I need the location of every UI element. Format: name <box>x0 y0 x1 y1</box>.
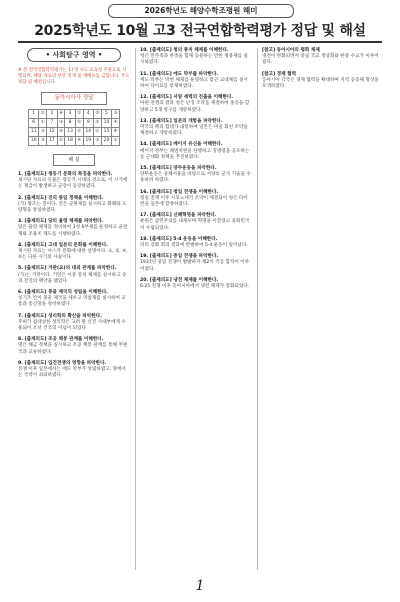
explanation-body: 냉전이 완화되면서 중일 국교 정상화와 한중 수교가 이루어졌다. <box>262 54 379 66</box>
explanation-body: (가)는 거란이다. 거란은 이중 통치 체제를 실시하고 송과 전연의 맹약을 맺었다. <box>18 272 127 284</box>
explanation-item <box>18 243 130 262</box>
explanation-heading: 4. [출제의도] 고대 일본의 문화를 이해한다. <box>18 242 108 248</box>
explanation-body: 1937년 중일 전쟁이 발발하자 제2차 국공 합작이 이루어졌다. <box>140 260 250 272</box>
explanation-heading: 9. [출제의도] 임진전쟁의 영향을 파악한다. <box>18 360 107 366</box>
page-number: 1 <box>195 578 205 594</box>
explanation-heading: [참고] 동아시아의 평화 체제 <box>262 48 320 53</box>
explanation-item <box>18 290 130 309</box>
answer-row <box>29 137 120 146</box>
answer-value: ④ <box>57 110 65 119</box>
explanation-item <box>18 219 130 238</box>
question-number: 9 <box>83 119 93 128</box>
explanation-item <box>18 172 130 191</box>
answer-value: ① <box>75 110 83 119</box>
answer-value: ③ <box>39 128 47 137</box>
answer-value: ② <box>75 128 83 137</box>
explanation-item <box>18 337 130 356</box>
explanation-body: 청은 만주족과 한족을 함께 등용하는 만한 병용제를 실시하였다. <box>140 54 248 66</box>
answer-table <box>28 109 120 146</box>
answer-value: ④ <box>112 119 120 128</box>
explanation-heading: 20. [출제의도] 냉전 체제를 이해한다. <box>140 277 219 283</box>
column-divider <box>135 48 136 570</box>
explanation-heading: 19. [출제의도] 중일 전쟁을 파악한다. <box>140 254 219 260</box>
explanation-item <box>140 48 252 67</box>
explanation-item <box>140 237 252 249</box>
answer-value: ③ <box>57 119 65 128</box>
explanation-heading: 3. [출제의도] 당의 율령 체제를 파악한다. <box>18 219 104 225</box>
question-number: 15 <box>101 128 111 137</box>
question-number: 7 <box>47 119 57 128</box>
answer-value: ⑤ <box>39 137 47 146</box>
explanation-heading: 2. [출제의도] 진의 통일 정책을 이해한다. <box>18 195 104 201</box>
explanation-body: 명은 해금 정책을 실시하고 조공 책봉 관계를 통해 주변국과 교류하였다. <box>18 343 128 355</box>
answer-row <box>29 110 120 119</box>
explanation-body: 미국의 페리 함대가 내항하여 일본은 미일 화친 조약을 체결하고 개항하였다. <box>140 125 248 137</box>
explanation-body: 양무운동은 중체서용을 바탕으로 서양의 군사 기술을 수용하려 하였다. <box>140 172 251 184</box>
subject-answer-heading: 동아시아사 정답 <box>41 92 107 105</box>
answer-value: ④ <box>112 128 120 137</box>
question-number: 18 <box>65 137 75 146</box>
explanation-body: 청일 전쟁 이후 시모노세키 조약이 체결되어 청은 타이완을 일본에 할양하였다. <box>140 195 248 208</box>
notice-text: ※ 본 전국연합학력평가는 17개 시도 교육청 주관으로 시행되며, 해당 자료의 무단 전재 및 재배포를 금합니다. 주요 정답 및 해설입니다. <box>18 68 130 85</box>
explanation-heading: 6. [출제의도] 몽골 제국의 성립을 이해한다. <box>18 290 108 296</box>
explanation-heading: 7. [출제의도] 성리학의 확산을 파악한다. <box>18 313 102 319</box>
explanation-item <box>18 314 130 333</box>
question-number: 16 <box>29 137 39 146</box>
explanation-body: 당은 율령 체제를 정비하여 3성 6부제를 운영하고 균전제와 조용조 제도를 시행하였다. <box>18 225 128 237</box>
explanation-heading: 17. [출제의도] 신해혁명을 파악한다. <box>140 213 217 219</box>
answer-value: ③ <box>93 137 101 146</box>
section-heading: • 사회탐구 영역 • <box>27 48 121 62</box>
explanation-item <box>18 361 130 380</box>
explanation-body: 메이지 정부는 폐번치현을 단행하고 징병령을 공포하는 등 근대화 정책을 추진하였다. <box>140 148 250 160</box>
question-number: 17 <box>47 137 57 146</box>
explanation-heading: 13. [출제의도] 일본의 개항을 파악한다. <box>140 118 223 124</box>
answer-value: ① <box>39 119 47 128</box>
explanation-list <box>140 48 252 290</box>
explanation-heading: 18. [출제의도] 5·4 운동을 이해한다. <box>140 236 218 242</box>
explanation-body: 전쟁 이후 일본에서는 에도 막부가 성립하였고, 명에서는 국력이 쇠퇴하였다. <box>18 367 126 379</box>
explanation-heading: 8. [출제의도] 조공 책봉 관계를 이해한다. <box>18 337 104 343</box>
explanation-body: 주희가 집대성한 성리학은 고려 말 신진 사대부에게 수용되어 조선 건국의 이념이 되었다. <box>18 319 126 332</box>
explanation-item <box>262 48 382 67</box>
answer-value: ② <box>57 137 65 146</box>
explanation-body: 제시된 자료의 유물은 청동기 시대의 것으로, 이 시기에는 계급이 발생하고 군장이 등장하였다. <box>18 178 128 190</box>
explanation-heading: 16. [출제의도] 청일 전쟁을 이해한다. <box>140 189 219 195</box>
column-1 <box>18 48 130 384</box>
explanation-body: 에도 막부는 막번 체제를 운영하고 참근 교대제를 실시하여 다이묘를 통제하였다. <box>140 77 248 90</box>
explanation-item <box>140 278 252 290</box>
answer-value: ⑤ <box>93 110 101 119</box>
column-divider <box>257 48 258 570</box>
question-number: 3 <box>65 110 75 119</box>
question-number: 20 <box>101 137 111 146</box>
question-number: 5 <box>101 110 111 119</box>
explanation-heading: 12. [출제의도] 서양 세력의 진출을 이해한다. <box>140 95 234 101</box>
answer-value: ② <box>75 119 83 128</box>
explanation-heading: 14. [출제의도] 메이지 유신을 이해한다. <box>140 142 223 148</box>
answer-value: ② <box>39 110 47 119</box>
answer-value: ① <box>112 137 120 146</box>
explanation-body: 아편 전쟁의 결과 청은 난징 조약을 체결하여 홍콩을 할양하고 5개 항구를 개항하였다. <box>140 101 250 113</box>
question-number: 2 <box>47 110 57 119</box>
column-2 <box>140 48 252 295</box>
column-3 <box>262 48 382 95</box>
explanation-item <box>140 254 252 273</box>
explanation-heading: 10. [출제의도] 청의 통치 체제를 이해한다. <box>140 48 229 53</box>
exam-banner: 2026학년도 해양수학조평원 해미 <box>108 4 294 18</box>
explanation-item <box>140 213 252 232</box>
question-number: 1 <box>29 110 39 119</box>
question-number: 19 <box>83 137 93 146</box>
explanation-list <box>262 48 382 90</box>
question-number: 4 <box>83 110 93 119</box>
explanation-heading: 해 설 <box>53 154 95 166</box>
answer-row <box>29 128 120 137</box>
title-divider <box>18 41 382 43</box>
explanation-item <box>18 196 130 215</box>
explanation-body: (가) 왕조는 진이다. 진은 군현제를 실시하고 화폐와 도량형을 통일하였다. <box>18 201 127 214</box>
question-number: 11 <box>29 128 39 137</box>
explanation-item <box>140 190 252 209</box>
answer-value: ⑤ <box>57 128 65 137</box>
explanation-heading: 1. [출제의도] 청동기 문화의 특징을 파악한다. <box>18 172 113 177</box>
explanation-body: 칭기즈 칸이 몽골 제국을 세우고 역참제를 실시하여 교통과 통신망을 정비하였다. <box>18 296 126 308</box>
explanation-item <box>140 166 252 185</box>
answer-value: ④ <box>75 137 83 146</box>
page-title: 2025학년도 10월 고3 전국연합학력평가 정답 및 해설 <box>34 23 366 39</box>
explanation-body: 파리 강화 회의 결과에 반발하여 5·4 운동이 일어났다. <box>140 243 248 249</box>
explanation-item <box>140 142 252 161</box>
explanation-body: 6·25 전쟁 이후 동아시아에서 냉전 체제가 강화되었다. <box>140 284 250 290</box>
explanation-item <box>262 72 382 91</box>
question-number: 8 <box>65 119 75 128</box>
answer-value: ③ <box>112 110 120 119</box>
answer-value: ① <box>93 128 101 137</box>
explanation-heading: [참고] 경제 협력 <box>262 71 297 77</box>
question-number: 10 <box>101 119 111 128</box>
explanation-heading: 5. [출제의도] 거란(요)의 대외 관계를 파악한다. <box>18 266 117 272</box>
question-number: 13 <box>65 128 75 137</box>
explanation-heading: 15. [출제의도] 양무운동을 파악한다. <box>140 166 217 172</box>
explanation-body: 동아시아 각국은 경제 협력을 확대하며 지역 공동체 형성을 모색하였다. <box>262 77 379 90</box>
explanation-body: 제시된 자료는 아스카 문화에 대한 설명이다. ①, ②, ④, ⑤는 다른 시기의 사실이다. <box>18 249 128 261</box>
explanation-item <box>18 266 130 285</box>
answer-value: ⑤ <box>93 119 101 128</box>
explanation-item <box>140 95 252 114</box>
question-number: 14 <box>83 128 93 137</box>
answer-row <box>29 119 120 128</box>
explanation-body: 쑨원은 삼민주의를 내세우며 혁명을 이끌었고 중화민국이 수립되었다. <box>140 219 250 231</box>
explanation-list <box>18 172 130 379</box>
question-number: 12 <box>47 128 57 137</box>
explanation-heading: 11. [출제의도] 에도 막부를 파악한다. <box>140 71 219 77</box>
explanation-item <box>140 119 252 138</box>
explanation-item <box>140 72 252 91</box>
question-number: 6 <box>29 119 39 128</box>
